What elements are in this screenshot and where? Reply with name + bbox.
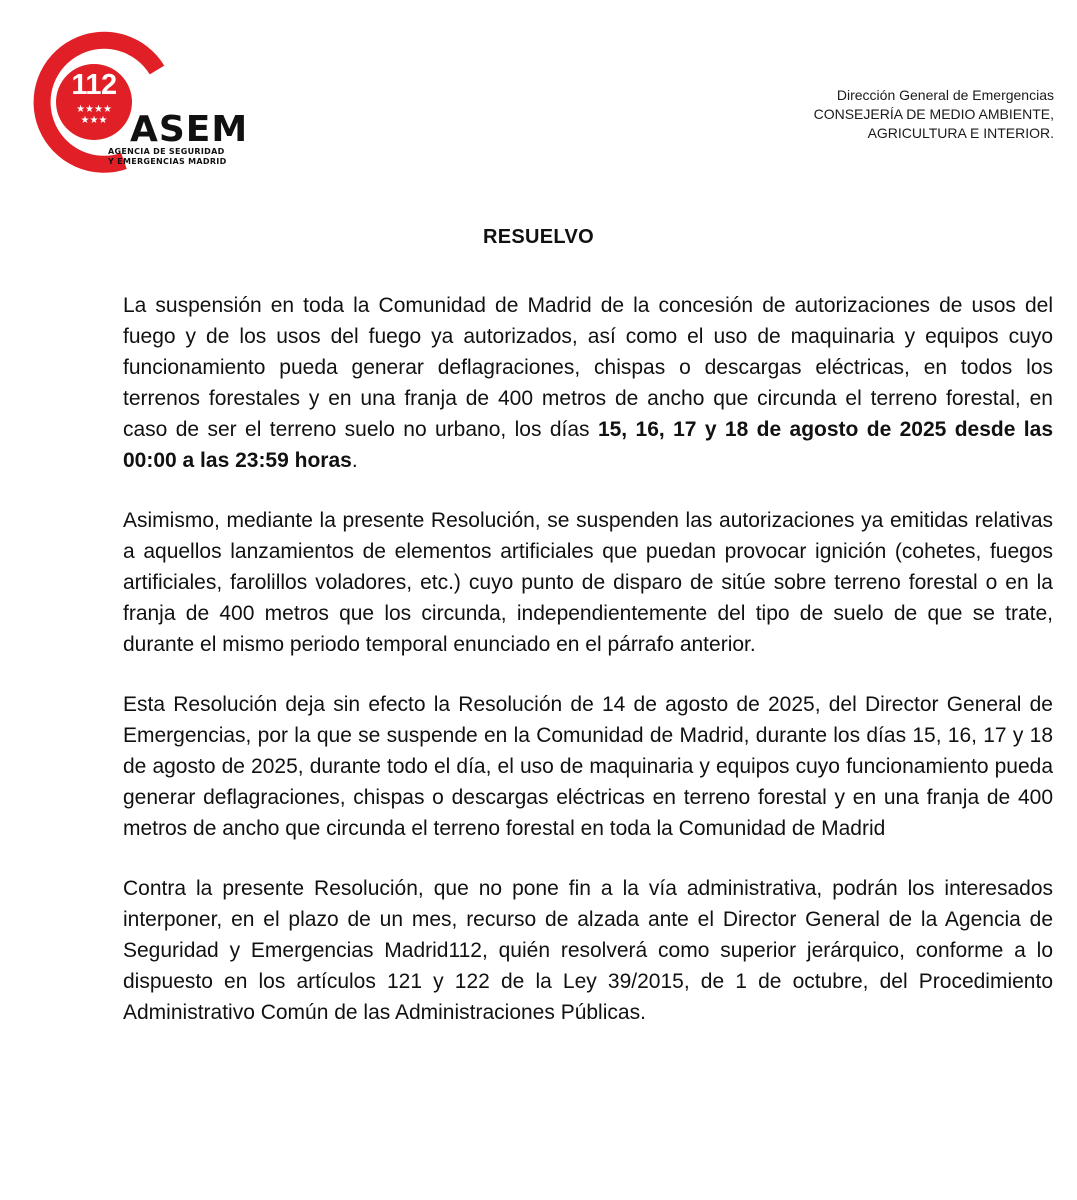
logo-stars-row1: ★★★★ (76, 104, 112, 115)
department-header (814, 86, 1054, 143)
logo-subtitle-line1: AGENCIA DE SEGURIDAD (108, 147, 225, 156)
paragraph-4: Contra la presente Resolución, que no pone fin a la vía administrativa, podrán los interesados interponer, en el plazo de un mes, recurso de alzada ante el Director General de la Agencia de Seguridad y Emergencias Madrid112, quién resolverá como superior jerárquico, conforme a lo dispuesto en los artículos 121 y 122 de la Ley 39/2015, de 1 de octubre, del Procedimiento Administrativo Común de las Administraciones Públicas. (123, 877, 1053, 1024)
header-line2: CONSEJERÍA DE MEDIO AMBIENTE, (813, 106, 1054, 122)
asem-logo (22, 30, 282, 175)
logo-stars-row2: ★★★ (80, 115, 108, 126)
header-line1: Dirección General de Emergencias (836, 87, 1054, 103)
logo-subtitle (108, 147, 288, 167)
document-body (123, 290, 1053, 1057)
paragraph-1-text: La suspensión en toda la Comunidad de Madrid de la concesión de autorizaciones de usos del fuego y de los usos del fuego ya autorizados, así como el uso de maquinaria y equipos cuyo funcionamiento pueda generar deflagraciones, chispas o descargas eléctricas, en todos los terrenos forestales y en una franja de 400 metros de ancho que circunda el terreno forestal, en caso de ser el terreno suelo no urbano, los días (123, 294, 1053, 441)
logo-number: 112 (71, 69, 117, 101)
logo-stars (64, 104, 124, 126)
document-title: RESUELVO (483, 226, 594, 248)
header-line3: AGRICULTURA E INTERIOR. (867, 125, 1054, 141)
paragraph-1 (123, 290, 1053, 476)
paragraph-1-bold-dates: 15, 16, 17 y 18 de agosto de 2025 desde las 00:00 a las 23:59 horas (123, 418, 1053, 472)
paragraph-3: Esta Resolución deja sin efecto la Resolución de 14 de agosto de 2025, del Director General de Emergencias, por la que se suspende en la Comunidad de Madrid, durante los días 15, 16, 17 y 18 de agosto de 2025, durante todo el día, el uso de maquinaria y equipos cuyo funcionamiento pueda generar deflagraciones, chispas o descargas eléctricas en terreno forestal y en una franja de 400 metros de ancho que circunda el terreno forestal en toda la Comunidad de Madrid (123, 693, 1053, 840)
paragraph-1-end: . (351, 449, 358, 472)
paragraph-2: Asimismo, mediante la presente Resolución, se suspenden las autorizaciones ya emitidas relativas a aquellos lanzamientos de elementos artificiales que puedan provocar ignición (cohetes, fuegos artificiales, farolillos voladores, etc.) cuyo punto de disparo de sitúe sobre terreno forestal o en la franja de 400 metros que los circunda, independientemente del tipo de suelo de que se trate, durante el mismo periodo temporal enunciado en el párrafo anterior. (123, 509, 1053, 656)
logo-name: ASEM (130, 109, 249, 150)
logo-subtitle-line2: Y EMERGENCIAS MADRID (108, 157, 227, 166)
